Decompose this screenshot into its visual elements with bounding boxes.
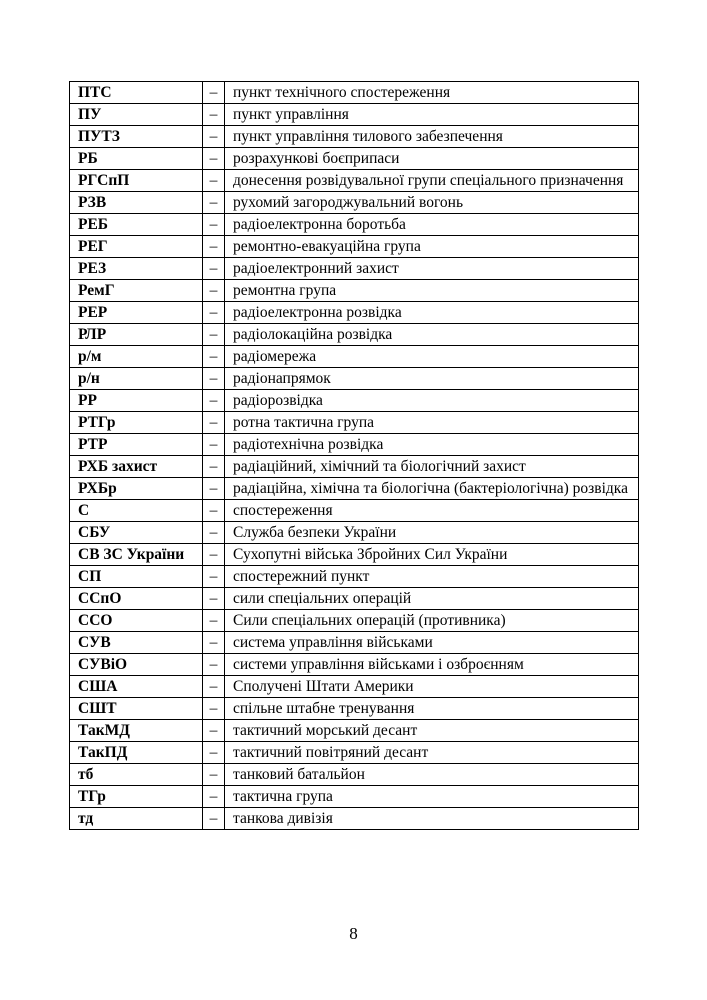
abbreviation-cell: США [70,676,203,698]
definition-cell: радіонапрямок [225,368,639,390]
table-row [70,808,639,830]
table-row [70,236,639,258]
dash-cell: – [203,368,225,390]
definition-cell: радіоелектронна розвідка [225,302,639,324]
definition-cell: радіотехнічна розвідка [225,434,639,456]
dash-cell: – [203,126,225,148]
dash-cell: – [203,544,225,566]
table-row [70,434,639,456]
table-row [70,126,639,148]
definition-cell: радіаційна, хімічна та біологічна (бактеріологічна) розвідка [225,478,639,500]
table-row [70,148,639,170]
abbreviation-cell: р/м [70,346,203,368]
definition-cell: Сухопутні війська Збройних Сил України [225,544,639,566]
dash-cell: – [203,808,225,830]
abbreviation-cell: СП [70,566,203,588]
abbreviation-cell: ССО [70,610,203,632]
dash-cell: – [203,390,225,412]
definition-cell: спостереження [225,500,639,522]
dash-cell: – [203,214,225,236]
abbreviation-cell: ПУТЗ [70,126,203,148]
definition-cell: Служба безпеки України [225,522,639,544]
table-row [70,588,639,610]
definition-cell: ротна тактична група [225,412,639,434]
table-row [70,170,639,192]
table-row [70,764,639,786]
definition-cell: ремонтно-евакуаційна група [225,236,639,258]
abbreviation-cell: СВ ЗС України [70,544,203,566]
dash-cell: – [203,742,225,764]
table-row [70,478,639,500]
abbreviation-cell: тб [70,764,203,786]
abbreviation-cell: РХБ захист [70,456,203,478]
definition-cell: радіоелектронна боротьба [225,214,639,236]
abbreviation-cell: ПУ [70,104,203,126]
definition-cell: тактичний морський десант [225,720,639,742]
dash-cell: – [203,632,225,654]
table-row [70,500,639,522]
abbreviation-cell: РТГр [70,412,203,434]
definition-cell: Сили спеціальних операцій (противника) [225,610,639,632]
dash-cell: – [203,654,225,676]
dash-cell: – [203,676,225,698]
dash-cell: – [203,522,225,544]
dash-cell: – [203,302,225,324]
table-row [70,412,639,434]
definition-cell: тактичний повітряний десант [225,742,639,764]
abbreviation-cell: ТакМД [70,720,203,742]
dash-cell: – [203,566,225,588]
abbreviation-cell: РТР [70,434,203,456]
abbreviation-cell: ССпО [70,588,203,610]
table-row [70,280,639,302]
table-row [70,192,639,214]
dash-cell: – [203,170,225,192]
dash-cell: – [203,192,225,214]
definition-cell: радіоелектронний захист [225,258,639,280]
definition-cell: танкова дивізія [225,808,639,830]
table-row [70,324,639,346]
definition-cell: система управління військами [225,632,639,654]
abbreviation-cell: СБУ [70,522,203,544]
table-row [70,258,639,280]
definition-cell: Сполучені Штати Америки [225,676,639,698]
definition-cell: пункт технічного спостереження [225,82,639,104]
abbreviation-cell: ТакПД [70,742,203,764]
table-row [70,544,639,566]
definition-cell: тактична група [225,786,639,808]
abbreviation-cell: СУВіО [70,654,203,676]
table-row [70,786,639,808]
dash-cell: – [203,258,225,280]
dash-cell: – [203,324,225,346]
table-row [70,742,639,764]
dash-cell: – [203,500,225,522]
abbreviations-table [69,81,639,830]
dash-cell: – [203,434,225,456]
definition-cell: спільне штабне тренування [225,698,639,720]
dash-cell: – [203,280,225,302]
abbreviation-cell: РР [70,390,203,412]
abbreviation-cell: РЕБ [70,214,203,236]
definition-cell: спостережний пункт [225,566,639,588]
abbreviation-cell: РЕР [70,302,203,324]
abbreviation-cell: СУВ [70,632,203,654]
dash-cell: – [203,610,225,632]
abbreviation-cell: ТГр [70,786,203,808]
abbreviation-cell: р/н [70,368,203,390]
abbreviation-cell: РЛР [70,324,203,346]
page-number: 8 [349,924,358,943]
abbreviation-cell: РЕГ [70,236,203,258]
definition-cell: пункт управління [225,104,639,126]
table-row [70,610,639,632]
table-row [70,522,639,544]
abbreviations-table-body [70,82,639,830]
abbreviation-cell: РБ [70,148,203,170]
definition-cell: ремонтна група [225,280,639,302]
definition-cell: танковий батальйон [225,764,639,786]
table-row [70,456,639,478]
table-row [70,698,639,720]
definition-cell: радіомережа [225,346,639,368]
table-row [70,632,639,654]
abbreviation-cell: ПТС [70,82,203,104]
abbreviation-cell: тд [70,808,203,830]
definition-cell: донесення розвідувальної групи спеціального призначення [225,170,639,192]
table-row [70,82,639,104]
dash-cell: – [203,720,225,742]
abbreviation-cell: РГСпП [70,170,203,192]
abbreviation-cell: РемГ [70,280,203,302]
table-row [70,676,639,698]
definition-cell: рухомий загороджувальний вогонь [225,192,639,214]
table-row [70,104,639,126]
definition-cell: радіорозвідка [225,390,639,412]
table-row [70,302,639,324]
dash-cell: – [203,236,225,258]
abbreviation-cell: РЕЗ [70,258,203,280]
definition-cell: сили спеціальних операцій [225,588,639,610]
definition-cell: пункт управління тилового забезпечення [225,126,639,148]
abbreviation-cell: С [70,500,203,522]
dash-cell: – [203,764,225,786]
dash-cell: – [203,412,225,434]
dash-cell: – [203,698,225,720]
dash-cell: – [203,786,225,808]
dash-cell: – [203,82,225,104]
dash-cell: – [203,456,225,478]
table-row [70,390,639,412]
definition-cell: радіолокаційна розвідка [225,324,639,346]
definition-cell: системи управління військами і озброєнням [225,654,639,676]
dash-cell: – [203,346,225,368]
table-row [70,346,639,368]
abbreviation-cell: РХБр [70,478,203,500]
table-row [70,654,639,676]
table-row [70,720,639,742]
abbreviation-cell: СШТ [70,698,203,720]
definition-cell: розрахункові боєприпаси [225,148,639,170]
table-row [70,566,639,588]
table-row [70,368,639,390]
definition-cell: радіаційний, хімічний та біологічний захист [225,456,639,478]
dash-cell: – [203,478,225,500]
dash-cell: – [203,148,225,170]
dash-cell: – [203,104,225,126]
table-row [70,214,639,236]
abbreviation-cell: РЗВ [70,192,203,214]
dash-cell: – [203,588,225,610]
